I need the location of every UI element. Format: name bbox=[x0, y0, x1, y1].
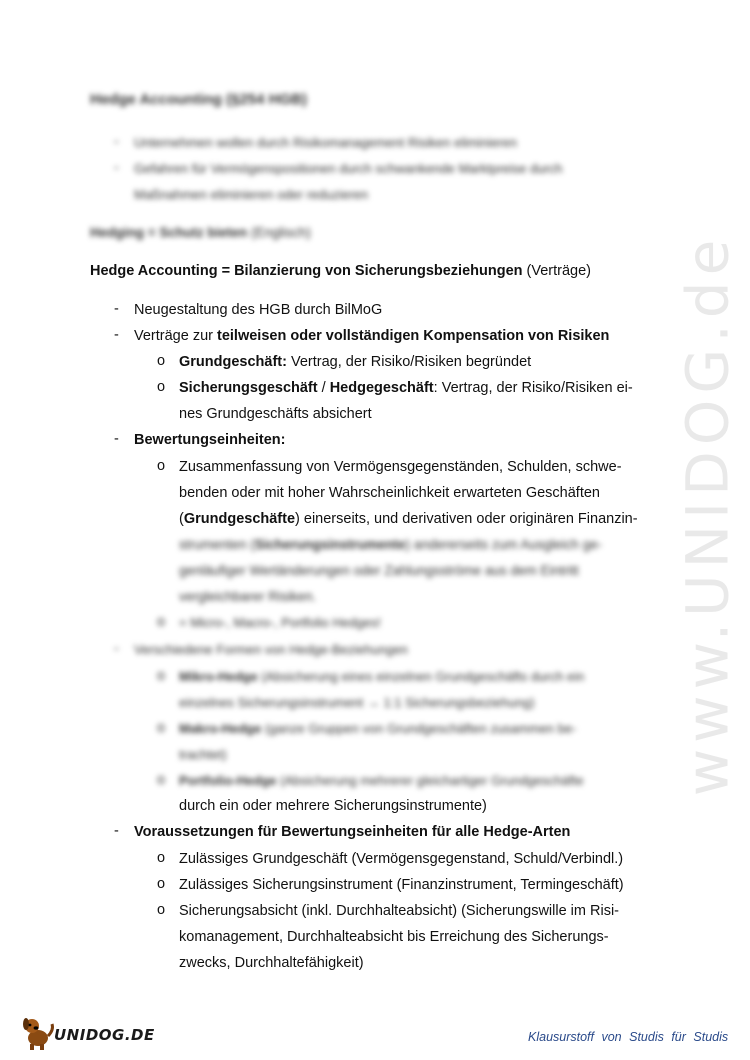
dash-marker: - bbox=[114, 641, 119, 657]
paren: ( bbox=[179, 511, 184, 527]
footer-tagline: Klausurstoff von Studis für Studis bbox=[528, 1030, 729, 1044]
sicherungsgeschaeft-text: : Vertrag, der Risiko/Risiken ei- bbox=[433, 380, 633, 396]
mikro-term: Mikro-Hedge bbox=[179, 669, 258, 684]
document-title: Hedge Accounting (§254 HGB) bbox=[90, 91, 307, 108]
definition-line-blurred: vergleichbarer Risiken. bbox=[179, 589, 317, 604]
sicherungsgeschaeft-term: Sicherungsgeschäft bbox=[179, 380, 318, 396]
item-vertraege bbox=[134, 327, 609, 345]
definition-text: ) einerseits, und derivativen oder originären Finanzin- bbox=[295, 511, 638, 527]
requirement-sicherungsinstrument: Zulässiges Sicherungsinstrument (Finanzinstrument, Termingeschäft) bbox=[179, 877, 624, 893]
definition-line: Zusammenfassung von Vermögensgegenständen, Schulden, schwe- bbox=[179, 459, 622, 475]
requirement-sicherungsabsicht-cont: zwecks, Durchhaltefähigkeit) bbox=[179, 955, 364, 971]
portfolio-text: (Absicherung mehrerer gleichartiger Grundgeschäfte bbox=[276, 773, 584, 788]
blurred-term: Sicherungsinstrumente bbox=[254, 537, 406, 552]
item-voraussetzungen: Voraussetzungen für Bewertungseinheiten für alle Hedge-Arten bbox=[134, 824, 571, 840]
item-sicherungsgeschaeft bbox=[179, 379, 633, 397]
mikro-text: (Absicherung eines einzelnen Grundgeschäfts durch ein bbox=[257, 669, 585, 684]
item-neugestaltung: Neugestaltung des HGB durch BilMoG bbox=[134, 302, 383, 318]
hedgegeschaeft-term: Hedgegeschäft bbox=[329, 380, 434, 396]
watermark-text: www.UNIDOG.de bbox=[673, 233, 741, 797]
dash-marker: - bbox=[114, 301, 119, 317]
section-heading-rest: (Verträge) bbox=[522, 263, 591, 279]
hedging-term: Hedging = Schutz bieten bbox=[90, 225, 248, 240]
section-heading bbox=[90, 262, 591, 280]
unidog-logo bbox=[20, 1012, 160, 1052]
requirement-sicherungsabsicht: Sicherungsabsicht (inkl. Durchhalteabsicht) (Sicherungswille im Risi- bbox=[179, 903, 619, 919]
mikro-hedge bbox=[179, 668, 584, 686]
hedging-definition bbox=[90, 224, 311, 242]
blurred-text: ) andererseits zum Ausgleich ge- bbox=[405, 537, 603, 552]
watermark bbox=[652, 233, 750, 797]
definition-line-blurred bbox=[179, 536, 602, 554]
makro-term: Makro-Hedge bbox=[179, 721, 262, 736]
makro-hedge-cont: trachtet) bbox=[179, 747, 227, 762]
dash-marker: - bbox=[114, 327, 119, 343]
requirement-grundgeschaeft: Zulässiges Grundgeschäft (Vermögensgegenstand, Schuld/Verbindl.) bbox=[179, 851, 624, 867]
definition-line-blurred: genläufiger Wertänderungen oder Zahlungsströme aus dem Eintritt bbox=[179, 563, 579, 578]
blurred-text: strumenten ( bbox=[179, 537, 255, 552]
requirement-sicherungsabsicht-cont: komanagement, Durchhalteabsicht bis Erreichung des Sicherungs- bbox=[179, 929, 609, 945]
section-heading-bold: Hedge Accounting = Bilanzierung von Sicherungsbeziehungen bbox=[90, 263, 523, 279]
makro-hedge bbox=[179, 720, 576, 738]
bullet-text: Gefahren für Vermögenspositionen durch schwankende Marktpreise durch bbox=[134, 161, 563, 176]
term-separator: / bbox=[317, 380, 330, 396]
circle-marker: o bbox=[157, 772, 166, 788]
hedge-forms: Verschiedene Formen von Hedge-Beziehungen bbox=[134, 642, 408, 657]
grundgeschaefte-term: Grundgeschäfte bbox=[183, 511, 296, 527]
dash-marker: - bbox=[114, 160, 119, 176]
makro-text: (ganze Gruppen von Grundgeschäften zusammen be- bbox=[261, 721, 577, 736]
circle-marker: o bbox=[157, 902, 166, 918]
mikro-hedge-cont: einzelnes Sicherungsinstrument → 1:1 Sicherungsbeziehung) bbox=[179, 695, 535, 710]
circle-marker: o bbox=[157, 720, 166, 736]
hedging-note: (Englisch) bbox=[247, 225, 311, 240]
hedge-types: = Micro-, Macro-, Portfolio Hedges! bbox=[179, 615, 381, 630]
item-vertraege-pre: Verträge zur bbox=[134, 328, 218, 344]
circle-marker: o bbox=[157, 668, 166, 684]
item-bewertungseinheiten: Bewertungseinheiten: bbox=[134, 432, 286, 448]
logo-text: UNIDOG.DE bbox=[54, 1026, 155, 1044]
item-vertraege-bold: teilweisen oder vollständigen Kompensation von Risiken bbox=[217, 328, 610, 344]
circle-marker: o bbox=[157, 850, 166, 866]
item-grundgeschaeft bbox=[179, 353, 531, 371]
circle-marker: o bbox=[157, 876, 166, 892]
grundgeschaeft-text: Vertrag, der Risiko/Risiken begründet bbox=[286, 354, 532, 370]
bullet-text: Maßnahmen eliminieren oder reduzieren bbox=[134, 187, 369, 202]
portfolio-hedge bbox=[179, 772, 584, 790]
definition-line: benden oder mit hoher Wahrscheinlichkeit erwarteten Geschäften bbox=[179, 485, 600, 501]
circle-marker: o bbox=[157, 458, 166, 474]
circle-marker: o bbox=[157, 614, 166, 630]
grundgeschaeft-term: Grundgeschäft: bbox=[179, 354, 287, 370]
bullet-text: Unternehmen wollen durch Risikomanagement Risiken eliminieren bbox=[134, 135, 517, 150]
definition-line bbox=[179, 510, 638, 528]
circle-marker: o bbox=[157, 379, 166, 395]
circle-marker: o bbox=[157, 353, 166, 369]
dash-marker: - bbox=[114, 134, 119, 150]
portfolio-term: Portfolio-Hedge bbox=[179, 773, 277, 788]
dash-marker: - bbox=[114, 431, 119, 447]
sicherungsgeschaeft-text-cont: nes Grundgeschäfts absichert bbox=[179, 406, 372, 422]
portfolio-hedge-cont: durch ein oder mehrere Sicherungsinstrumente) bbox=[179, 798, 487, 814]
dash-marker: - bbox=[114, 823, 119, 839]
